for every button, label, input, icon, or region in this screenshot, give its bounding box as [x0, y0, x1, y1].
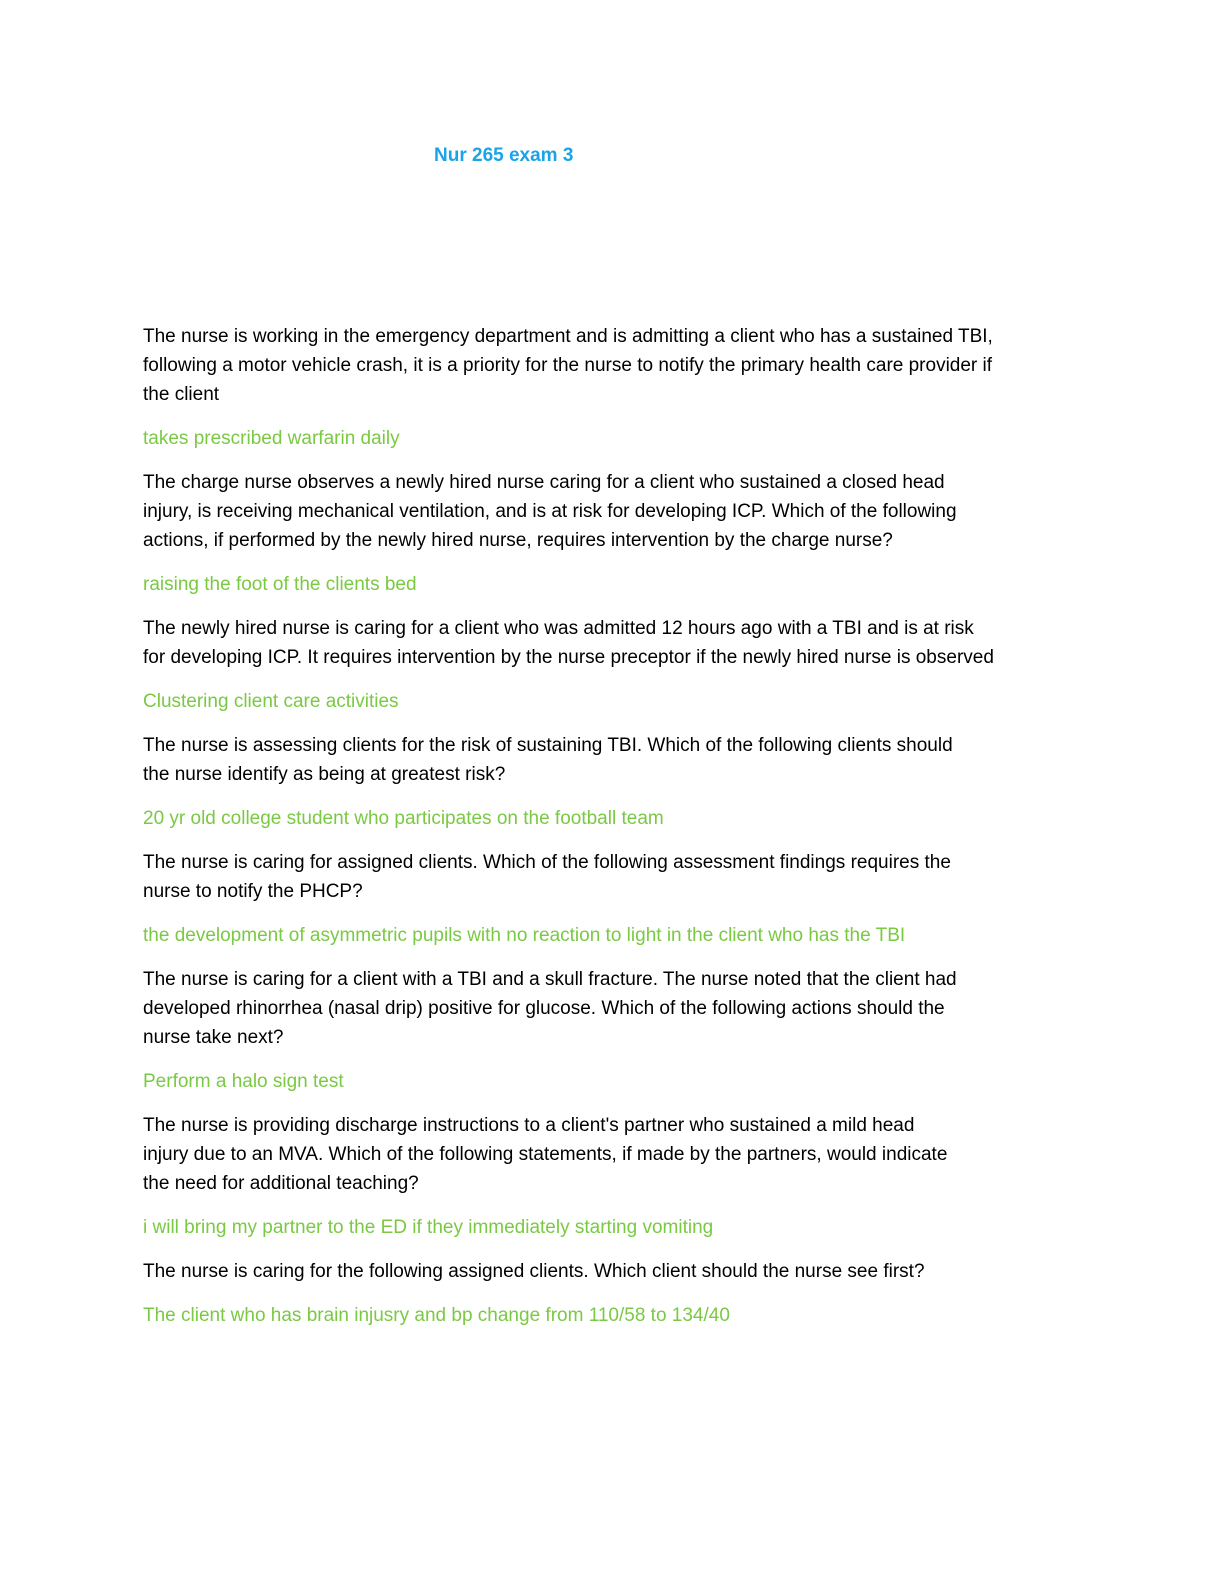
answer-text [143, 804, 1073, 833]
question-text [143, 614, 1073, 672]
answer-text [143, 424, 1073, 453]
answer-text [143, 1213, 1073, 1242]
answer-text [143, 1067, 1073, 1096]
question-line: the client [143, 384, 220, 405]
question-line: The nurse is caring for assigned clients. Which of the following assessment findings requires the [143, 852, 951, 873]
answer-line: takes prescribed warfarin daily [143, 428, 400, 449]
question-item [143, 965, 1073, 1096]
question-item [143, 614, 1073, 716]
question-text [143, 468, 1073, 555]
answer-line: the development of asymmetric pupils with no reaction to light in the client who has the TBI [143, 925, 906, 946]
question-line: The nurse is providing discharge instructions to a client's partner who sustained a mild head [143, 1115, 915, 1136]
question-line: following a motor vehicle crash, it is a priority for the nurse to notify the primary health care provider if [143, 355, 993, 376]
question-item [143, 468, 1073, 599]
question-line: the nurse identify as being at greatest risk? [143, 764, 506, 785]
question-line: injury, is receiving mechanical ventilation, and is at risk for developing ICP. Which of the following [143, 501, 957, 522]
answer-line: Perform a halo sign test [143, 1071, 344, 1092]
question-text [143, 848, 1073, 906]
question-text [143, 1257, 1073, 1286]
question-list [143, 322, 1073, 1345]
question-line: The nurse is caring for the following assigned clients. Which client should the nurse see first? [143, 1261, 925, 1282]
answer-text [143, 921, 1073, 950]
answer-line: 20 yr old college student who participates on the football team [143, 808, 664, 829]
question-text [143, 322, 1073, 409]
question-line: The nurse is caring for a client with a TBI and a skull fracture. The nurse noted that the client had [143, 969, 957, 990]
question-line: nurse to notify the PHCP? [143, 881, 363, 902]
question-item [143, 1257, 1073, 1330]
answer-text [143, 1301, 1073, 1330]
question-item [143, 1111, 1073, 1242]
answer-text [143, 687, 1073, 716]
question-line: developed rhinorrhea (nasal drip) positive for glucose. Which of the following actions should the [143, 998, 945, 1019]
answer-line: raising the foot of the clients bed [143, 574, 417, 595]
answer-text [143, 570, 1073, 599]
answer-line: The client who has brain injusry and bp change from 110/58 to 134/40 [143, 1305, 730, 1326]
question-line: The charge nurse observes a newly hired nurse caring for a client who sustained a closed head [143, 472, 945, 493]
question-text [143, 731, 1073, 789]
question-line: injury due to an MVA. Which of the following statements, if made by the partners, would indicate [143, 1144, 948, 1165]
question-text [143, 1111, 1073, 1198]
question-line: actions, if performed by the newly hired nurse, requires intervention by the charge nurse? [143, 530, 893, 551]
question-text [143, 965, 1073, 1052]
question-line: for developing ICP. It requires intervention by the nurse preceptor if the newly hired nurse is observed [143, 647, 994, 668]
question-line: The nurse is working in the emergency department and is admitting a client who has a sustained TBI, [143, 326, 993, 347]
question-line: The nurse is assessing clients for the risk of sustaining TBI. Which of the following clients should [143, 735, 953, 756]
answer-line: Clustering client care activities [143, 691, 399, 712]
document-title: Nur 265 exam 3 [434, 145, 574, 166]
question-item [143, 848, 1073, 950]
question-item [143, 322, 1073, 453]
answer-line: i will bring my partner to the ED if they immediately starting vomiting [143, 1217, 714, 1238]
question-item [143, 731, 1073, 833]
question-line: the need for additional teaching? [143, 1173, 419, 1194]
question-line: The newly hired nurse is caring for a client who was admitted 12 hours ago with a TBI and is at risk [143, 618, 974, 639]
question-line: nurse take next? [143, 1027, 284, 1048]
